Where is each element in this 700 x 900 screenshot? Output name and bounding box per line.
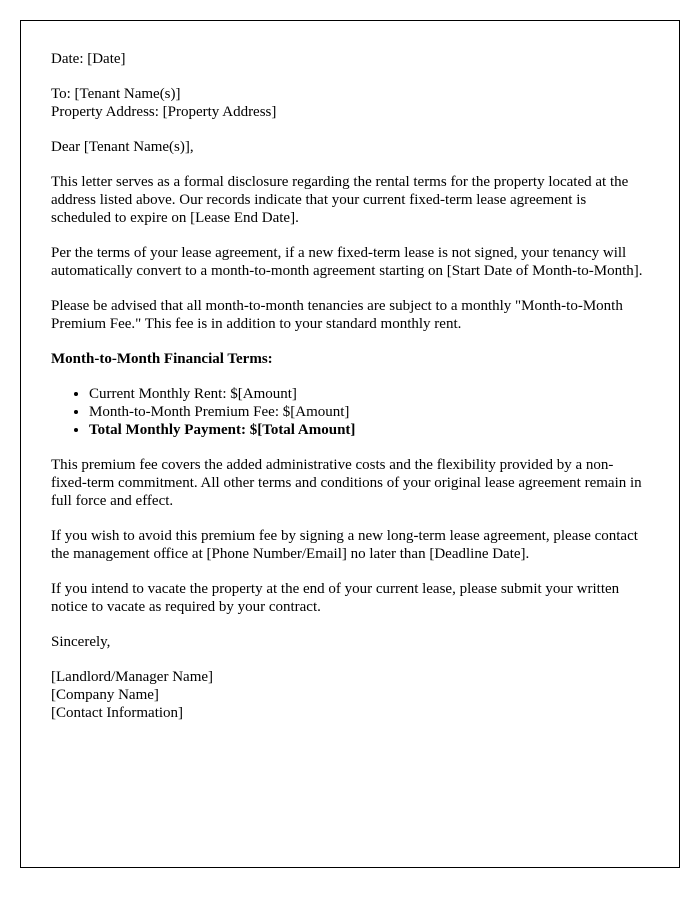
signature-block: [51, 668, 649, 722]
signature-name: [Landlord/Manager Name]: [51, 669, 214, 685]
closing: Sincerely,: [51, 634, 111, 650]
paragraph-premium-notice: Please be advised that all month-to-month tenancies are subject to a monthly "Month-to-Month Premium Fee." This fee is in addition to your standard monthly rent.: [51, 298, 623, 332]
to-line: To: [Tenant Name(s)]: [51, 86, 181, 102]
recipient-block: [51, 85, 649, 121]
paragraph-vacate: If you intend to vacate the property at the end of your current lease, please submit your written notice to vacate as required by your contract.: [51, 581, 620, 615]
salutation: Dear [Tenant Name(s)],: [51, 139, 194, 155]
property-address-line: Property Address: [Property Address]: [51, 104, 277, 120]
paragraph-avoid-fee: If you wish to avoid this premium fee by signing a new long-term lease agreement, please contact the management office at [Phone Number/Email] no later than [Deadline Date].: [51, 528, 638, 562]
signature-company: [Company Name]: [51, 687, 159, 703]
financial-terms-heading: Month-to-Month Financial Terms:: [51, 351, 273, 367]
paragraph-disclosure: This letter serves as a formal disclosure regarding the rental terms for the property located at the address listed above. Our records indicate that your current fixed-term lease agreement is scheduled to expire on [Lease End Date].: [51, 174, 629, 226]
financial-terms-list: [51, 385, 649, 439]
paragraph-conversion: Per the terms of your lease agreement, if a new fixed-term lease is not signed, your tenancy will automatically convert to a month-to-month agreement starting on [Start Date of Month-to-Month].: [51, 245, 643, 279]
list-item-total-payment: • Total Monthly Payment: $[Total Amount]: [89, 421, 649, 439]
letter-page: [20, 20, 680, 868]
paragraph-fee-explanation: This premium fee covers the added administrative costs and the flexibility provided by a non-fixed-term commitment. All other terms and conditions of your original lease agreement remain in full force and effect.: [51, 457, 642, 509]
date-line: Date: [Date]: [51, 51, 126, 67]
list-item-current-rent: • Current Monthly Rent: $[Amount]: [89, 385, 649, 403]
signature-contact: [Contact Information]: [51, 705, 184, 721]
list-item-premium-fee: • Month-to-Month Premium Fee: $[Amount]: [89, 403, 649, 421]
